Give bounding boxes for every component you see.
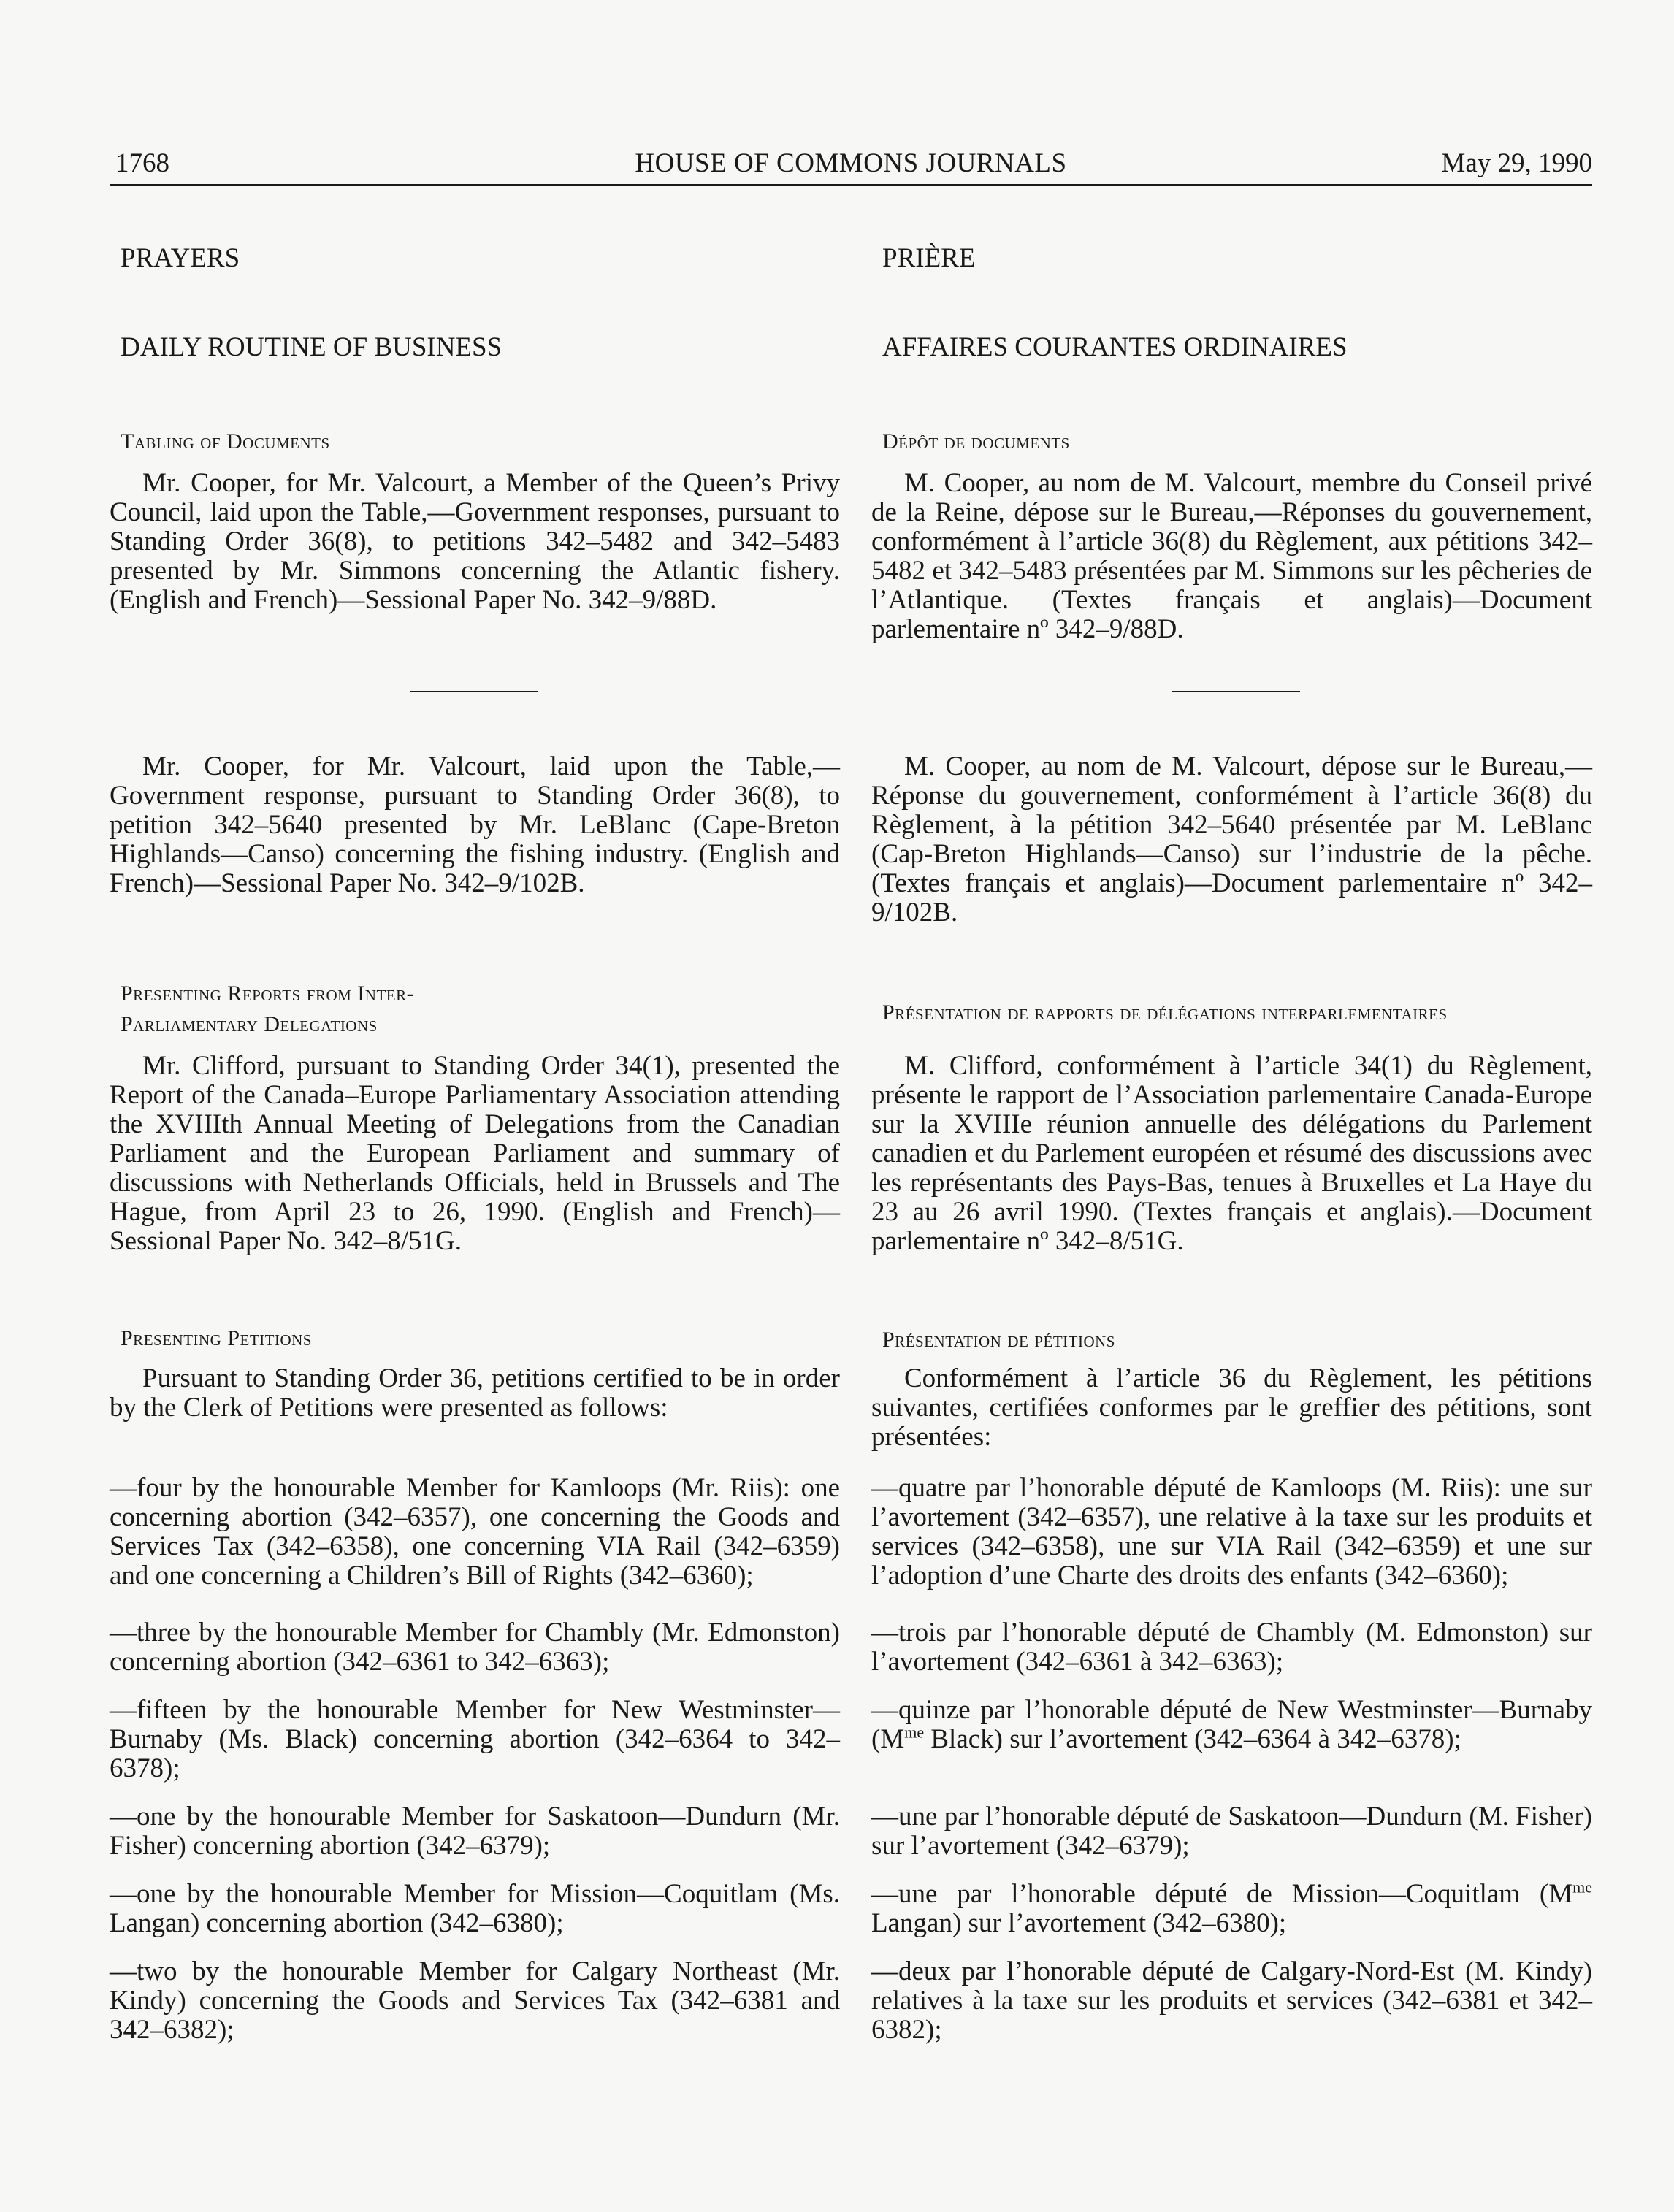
petition-item-fr: —deux par l’honorable député de Calgary-Nord-Est (M. Kindy) relatives à la taxe sur les produits et services (342–6381 et 342–6382); (871, 1956, 1592, 2045)
reports-paragraph: Mr. Clifford, pursuant to Standing Order 34(1), presented the Report of the Canada–Europe Parliamentary Association attending the XVIIIth Annual Meeting of Delegations from the Canadian Parliament and the European Parliament and summary of discussions with Netherlands Officials, held in Brussels and The Hague, from April 23 to 26, 1990. (English and French)—Sessional Paper No. 342–8/51G. (110, 1051, 840, 1256)
priere-heading: PRIÈRE (882, 243, 976, 273)
petitions-intro: Pursuant to Standing Order 36, petitions certified to be in order by the Clerk of Petitions were presented as follows: (110, 1363, 840, 1423)
petition-item-fr: —une par l’honorable député de Mission—Coquitlam ($M^{me}$ Langan) sur l’avortement (342–6380); (871, 1878, 1592, 1938)
depot-heading: Dépôt de documents (882, 429, 1070, 454)
petitions-heading: Presenting Petitions (121, 1326, 313, 1350)
rapports-heading: Présentation de rapports de délégations interparlementaires (882, 1000, 1448, 1025)
petition-item: —two by the honourable Member for Calgary Northeast (Mr. Kindy) concerning the Goods and Services Tax (342–6381 and 342–6382); (110, 1956, 840, 2045)
affaires-courantes-heading: AFFAIRES COURANTES ORDINAIRES (882, 332, 1348, 362)
daily-routine-heading: DAILY ROUTINE OF BUSINESS (121, 332, 502, 362)
petition-item-fr: —une par l’honorable député de Saskatoon—Dundurn (M. Fisher) sur l’avortement (342–6379); (871, 1802, 1592, 1861)
petition-item-fr: —quinze par l’honorable député de New Westminster—Burnaby ($M^{me}$ Black) sur l’avortement (342–6364 à 342–6378); (871, 1695, 1592, 1754)
page-number: 1768 (115, 148, 169, 178)
rapports-paragraph: M. Clifford, conformément à l’article 34(1) du Règlement, présente le rapport de l’Association parlementaire Canada-Europe sur la XVIIIe réunion annuelle des délégations du Parlement canadien et du Parlement européen et résumé des discussions avec les représentants des Pays-Bas, tenues à Bruxelles et La Haye du 23 au 26 avril 1990. (Textes français et anglais).—Document parlementaire nº 342–8/51G. (871, 1051, 1592, 1256)
petition-item: —four by the honourable Member for Kamloops (Mr. Riis): one concerning abortion (342–6357), one concerning the Goods and Services Tax (342–6358), one concerning VIA Rail (342–6359) and one concerning a Children’s Bill of Rights (342–6360); (110, 1473, 840, 1591)
petitions-intro-fr: Conformément à l’article 36 du Règlement, les pétitions suivantes, certifiées conformes par le greffier des pétitions, sont présentées: (871, 1363, 1592, 1452)
petitions-heading-fr: Présentation de pétitions (882, 1328, 1115, 1352)
journal-title: HOUSE OF COMMONS JOURNALS (635, 148, 1067, 178)
reports-heading-line-2: Parliamentary Delegations (121, 1012, 378, 1036)
journal-page (110, 146, 1592, 2176)
section-divider (1172, 691, 1300, 692)
petition-item: —fifteen by the honourable Member for New Westminster—Burnaby (Ms. Black) concerning abortion (342–6364 to 342–6378); (110, 1695, 840, 1783)
petition-item-fr: —trois par l’honorable député de Chambly (M. Edmonston) sur l’avortement (342–6361 à 342–6363); (871, 1618, 1592, 1677)
depot-paragraph-2: M. Cooper, au nom de M. Valcourt, dépose sur le Bureau,—Réponse du gouvernement, conformément à l’article 36(8) du Règlement, à la pétition 342–5640 présentée par M. LeBlanc (Cap-Breton Highlands—Canso) sur l’industrie de la pêche. (Textes français et anglais)—Document parlementaire nº 342–9/102B. (871, 751, 1592, 927)
page-header (110, 146, 1592, 186)
section-divider (410, 691, 538, 692)
tabling-paragraph-1: Mr. Cooper, for Mr. Valcourt, a Member of the Queen’s Privy Council, laid upon the Table,—Government responses, pursuant to Standing Order 36(8), to petitions 342–5482 and 342–5483 presented by Mr. Simmons concerning the Atlantic fishery. (English and French)—Sessional Paper No. 342–9/88D. (110, 468, 840, 615)
petition-item: —one by the honourable Member for Saskatoon—Dundurn (Mr. Fisher) concerning abortion (342–6379); (110, 1802, 840, 1861)
petition-item: —one by the honourable Member for Mission—Coquitlam (Ms. Langan) concerning abortion (342–6380); (110, 1879, 840, 1938)
prayers-heading: PRAYERS (121, 243, 240, 273)
tabling-heading: Tabling of Documents (121, 429, 330, 454)
depot-paragraph-1: M. Cooper, au nom de M. Valcourt, membre du Conseil privé de la Reine, dépose sur le Bureau,—Réponses du gouvernement, conformément à l’article 36(8) du Règlement, aux pétitions 342–5482 et 342–5483 présentées par M. Simmons sur les pêcheries de l’Atlantique. (Textes français et anglais)—Document parlementaire nº 342–9/88D. (871, 468, 1592, 644)
petition-item: —three by the honourable Member for Chambly (Mr. Edmonston) concerning abortion (342–6361 to 342–6363); (110, 1618, 840, 1677)
journal-date: May 29, 1990 (1441, 148, 1592, 178)
tabling-paragraph-2: Mr. Cooper, for Mr. Valcourt, laid upon the Table,—Government response, pursuant to Standing Order 36(8), to petition 342–5640 presented by Mr. LeBlanc (Cape-Breton Highlands—Canso) concerning the fishing industry. (English and French)—Sessional Paper No. 342–9/102B. (110, 751, 840, 898)
reports-heading-line-1: Presenting Reports from Inter- (121, 981, 415, 1006)
petition-item-fr: —quatre par l’honorable député de Kamloops (M. Riis): une sur l’avortement (342–6357), une relative à la taxe sur les produits et services (342–6358), une sur VIA Rail (342–6359) et une sur l’adoption d’une Charte des droits des enfants (342–6360); (871, 1473, 1592, 1591)
